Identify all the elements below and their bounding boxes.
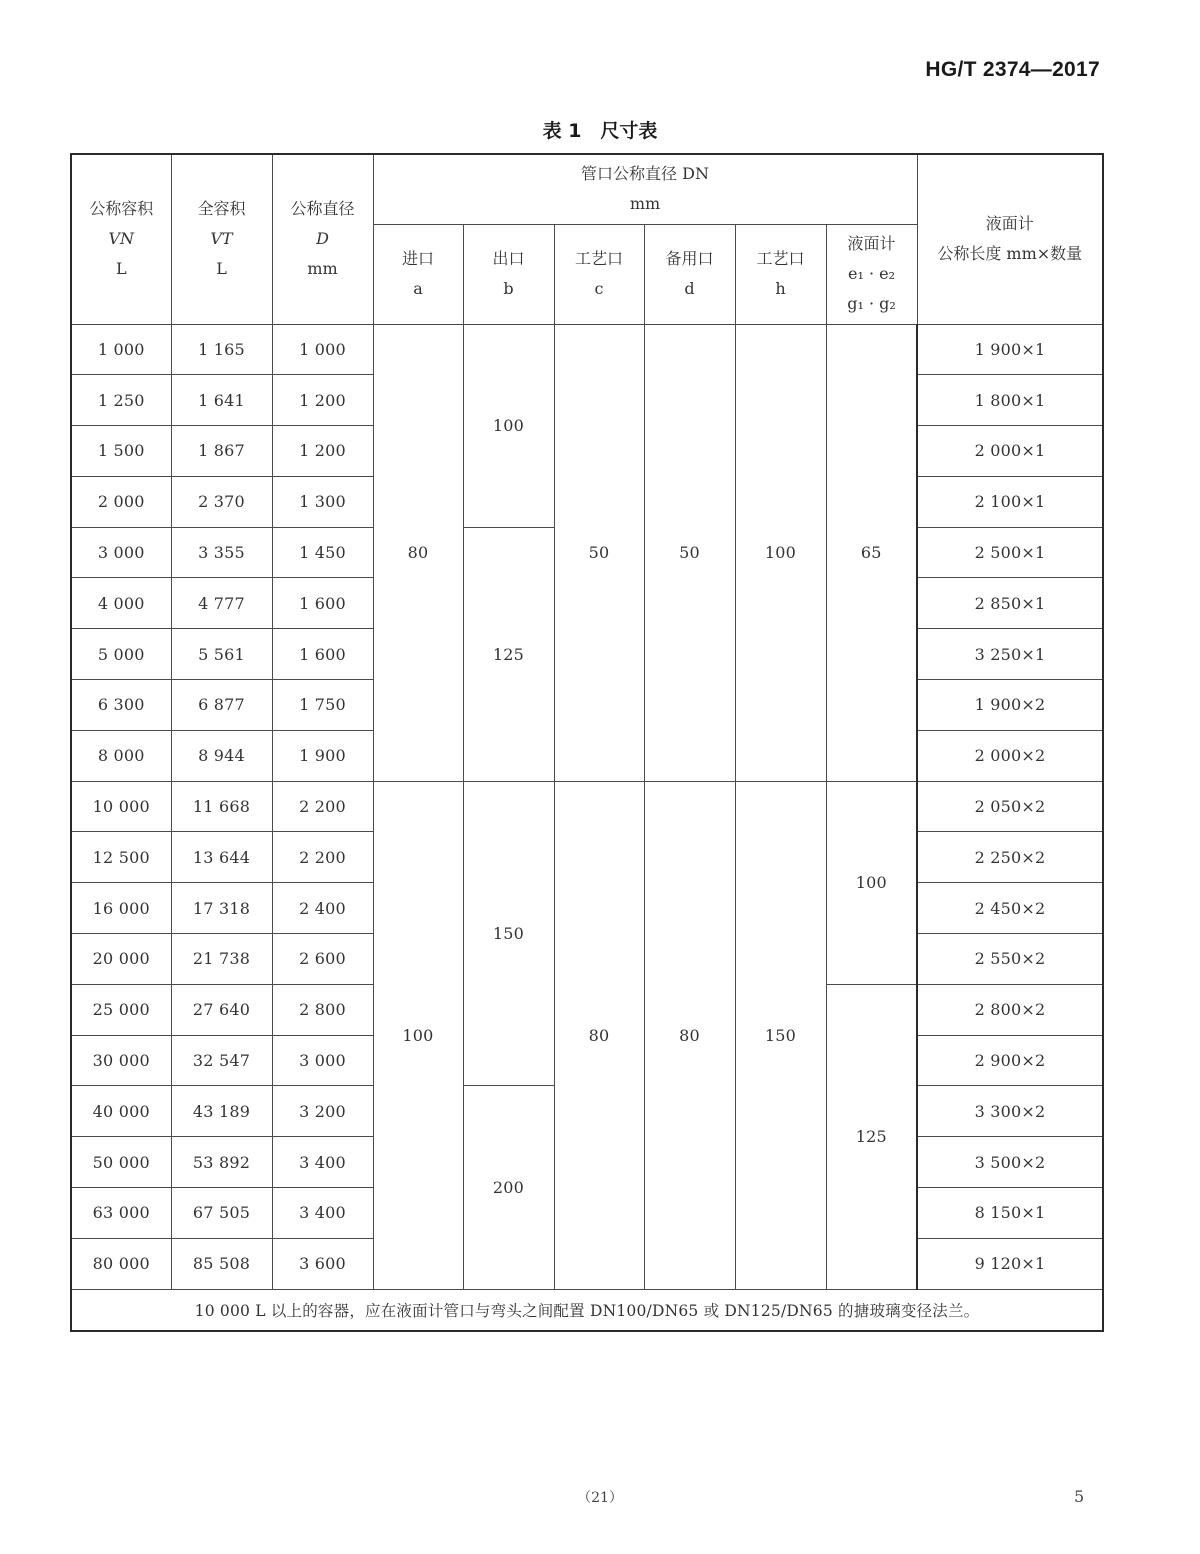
cell-d: 1 750 [272, 680, 373, 731]
cell-d: 3 400 [272, 1188, 373, 1239]
cell-gauge-length: 2 000×1 [917, 426, 1103, 477]
cell-gauge-length: 2 250×2 [917, 832, 1103, 883]
header-gauge-port: 液面计 e₁ · e₂ g₁ · g₂ [826, 224, 917, 324]
cell-vn: 8 000 [71, 730, 171, 781]
cell-d: 2 200 [272, 832, 373, 883]
cell-d: 2 800 [272, 984, 373, 1035]
cell-vn: 20 000 [71, 934, 171, 985]
cell-gauge-length: 8 150×1 [917, 1188, 1103, 1239]
cell-vt: 2 370 [171, 476, 272, 527]
cell-d: 1 200 [272, 375, 373, 426]
cell-d: 2 200 [272, 781, 373, 832]
cell-vn: 3 000 [71, 527, 171, 578]
header-spare-port: 备用口 d [644, 224, 735, 324]
cell-spare: 80 [644, 781, 735, 1289]
cell-d: 3 000 [272, 1035, 373, 1086]
cell-vt: 27 640 [171, 984, 272, 1035]
cell-gauge-length: 2 850×1 [917, 578, 1103, 629]
cell-vt: 43 189 [171, 1086, 272, 1137]
cell-vt: 17 318 [171, 883, 272, 934]
cell-process-h: 100 [735, 324, 826, 781]
cell-gauge-port: 125 [826, 984, 917, 1289]
cell-d: 2 400 [272, 883, 373, 934]
cell-vt: 8 944 [171, 730, 272, 781]
header-outlet: 出口 b [463, 224, 554, 324]
header-gauge-length: 液面计 公称长度 mm×数量 [917, 154, 1103, 324]
cell-vt: 85 508 [171, 1238, 272, 1289]
cell-vn: 10 000 [71, 781, 171, 832]
cell-inlet: 100 [373, 781, 463, 1289]
table-title: 表 1 尺寸表 [542, 120, 658, 142]
cell-gauge-length: 2 000×2 [917, 730, 1103, 781]
cell-vn: 30 000 [71, 1035, 171, 1086]
cell-vt: 32 547 [171, 1035, 272, 1086]
cell-d: 1 600 [272, 629, 373, 680]
cell-gauge-length: 3 250×1 [917, 629, 1103, 680]
cell-gauge-length: 2 450×2 [917, 883, 1103, 934]
standard-code: HG/T 2374—2017 [925, 58, 1100, 81]
cell-vn: 40 000 [71, 1086, 171, 1137]
cell-d: 1 600 [272, 578, 373, 629]
cell-gauge-length: 2 800×2 [917, 984, 1103, 1035]
cell-gauge-length: 2 100×1 [917, 476, 1103, 527]
header-process-port-h: 工艺口 h [735, 224, 826, 324]
cell-gauge-length: 2 050×2 [917, 781, 1103, 832]
cell-vn: 50 000 [71, 1137, 171, 1188]
cell-d: 1 450 [272, 527, 373, 578]
cell-spare: 50 [644, 324, 735, 781]
cell-d: 3 600 [272, 1238, 373, 1289]
cell-vt: 11 668 [171, 781, 272, 832]
cell-process-h: 150 [735, 781, 826, 1289]
cell-gauge-length: 1 800×1 [917, 375, 1103, 426]
cell-vt: 1 165 [171, 324, 272, 375]
cell-vn: 1 500 [71, 426, 171, 477]
cell-vn: 1 000 [71, 324, 171, 375]
cell-gauge-length: 1 900×2 [917, 680, 1103, 731]
cell-vt: 3 355 [171, 527, 272, 578]
cell-gauge-port: 65 [826, 324, 917, 781]
cell-inlet: 80 [373, 324, 463, 781]
table-row [71, 324, 1103, 375]
cell-gauge-port: 100 [826, 781, 917, 984]
cell-vn: 6 300 [71, 680, 171, 731]
cell-gauge-length: 1 900×1 [917, 324, 1103, 375]
cell-d: 1 900 [272, 730, 373, 781]
cell-vt: 4 777 [171, 578, 272, 629]
cell-vn: 5 000 [71, 629, 171, 680]
cell-gauge-length: 2 500×1 [917, 527, 1103, 578]
cell-d: 3 200 [272, 1086, 373, 1137]
header-full-volume: 全容积 VT L [171, 154, 272, 324]
cell-d: 3 400 [272, 1137, 373, 1188]
cell-outlet: 200 [463, 1086, 554, 1289]
table-note: 10 000 L 以上的容器，应在液面计管口与弯头之间配置 DN100/DN65 或 DN125/DN65 的搪玻璃变径法兰。 [71, 1289, 1103, 1331]
cell-gauge-length: 3 300×2 [917, 1086, 1103, 1137]
cell-d: 2 600 [272, 934, 373, 985]
cell-vt: 21 738 [171, 934, 272, 985]
cell-outlet: 125 [463, 527, 554, 781]
cell-vt: 67 505 [171, 1188, 272, 1239]
cell-gauge-length: 3 500×2 [917, 1137, 1103, 1188]
header-nominal-diameter: 公称直径 D mm [272, 154, 373, 324]
cell-process-c: 50 [554, 324, 644, 781]
cell-d: 1 000 [272, 324, 373, 375]
cell-vt: 13 644 [171, 832, 272, 883]
header-nozzle-dn-group: 管口公称直径 DN mm [373, 154, 917, 224]
cell-d: 1 300 [272, 476, 373, 527]
cell-vn: 1 250 [71, 375, 171, 426]
cell-vn: 2 000 [71, 476, 171, 527]
cell-vn: 63 000 [71, 1188, 171, 1239]
cell-process-c: 80 [554, 781, 644, 1289]
page-number: 5 [1074, 1487, 1085, 1506]
cell-vt: 1 867 [171, 426, 272, 477]
cell-vn: 16 000 [71, 883, 171, 934]
cell-vt: 53 892 [171, 1137, 272, 1188]
cell-outlet: 100 [463, 324, 554, 527]
cell-outlet: 150 [463, 781, 554, 1086]
cell-gauge-length: 9 120×1 [917, 1238, 1103, 1289]
cell-gauge-length: 2 900×2 [917, 1035, 1103, 1086]
cell-vn: 80 000 [71, 1238, 171, 1289]
header-inlet: 进口 a [373, 224, 463, 324]
dimension-table [70, 153, 1104, 1332]
cell-d: 1 200 [272, 426, 373, 477]
cell-vt: 1 641 [171, 375, 272, 426]
page-number-bracketed: （21） [577, 1490, 623, 1506]
cell-vt: 6 877 [171, 680, 272, 731]
note-row [71, 1289, 1103, 1331]
table-row [71, 781, 1103, 832]
header-process-port-c: 工艺口 c [554, 224, 644, 324]
header-nominal-volume: 公称容积 VN L [71, 154, 171, 324]
cell-vn: 12 500 [71, 832, 171, 883]
cell-vn: 4 000 [71, 578, 171, 629]
cell-gauge-length: 2 550×2 [917, 934, 1103, 985]
cell-vn: 25 000 [71, 984, 171, 1035]
cell-vt: 5 561 [171, 629, 272, 680]
